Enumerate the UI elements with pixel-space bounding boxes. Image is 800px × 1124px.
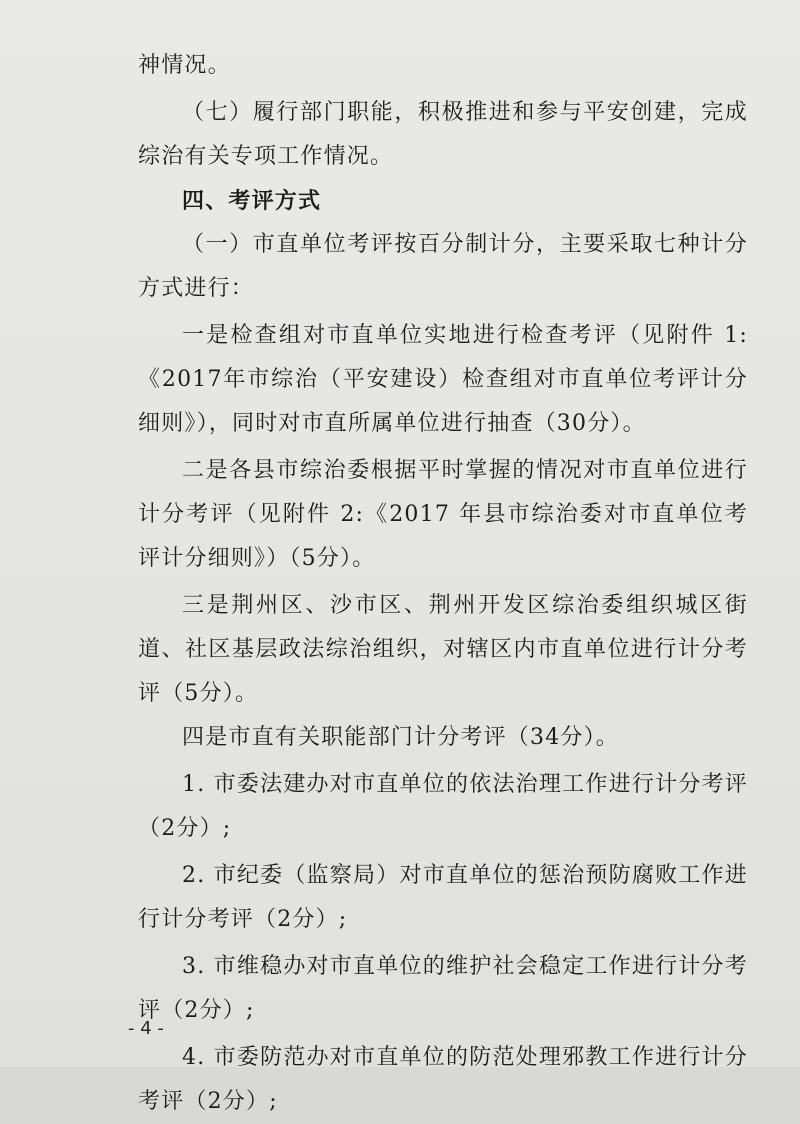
paragraph-method-three: 三是荆州区、沙市区、荆州开发区综治委组织城区街道、社区基层政法综治组织，对辖区内市直单位进行计分考评（5分）。 bbox=[138, 593, 748, 706]
list-item-3: 3. 市维稳办对市直单位的维护社会稳定工作进行计分考评（2分）; bbox=[138, 954, 748, 1023]
paragraph-item-seven: （七）履行部门职能，积极推进和参与平安创建，完成综治有关专项工作情况。 bbox=[138, 100, 748, 169]
document-body bbox=[138, 44, 748, 1124]
list-item-2: 2. 市纪委（监察局）对市直单位的惩治预防腐败工作进行计分考评（2分）; bbox=[138, 863, 748, 932]
paragraph-sub-one: （一）市直单位考评按百分制计分，主要采取七种计分方式进行： bbox=[138, 232, 748, 301]
list-item-1: 1. 市委法建办对市直单位的依法治理工作进行计分考评（2分）; bbox=[138, 772, 748, 841]
paragraph-continuation: 神情况。 bbox=[138, 53, 231, 78]
section-heading: 四、考评方式 bbox=[182, 188, 322, 214]
page-number: - 4 - bbox=[128, 1018, 164, 1039]
paragraph-method-one: 一是检查组对市直单位实地进行检查考评（见附件 1:《2017年市综治（平安建设）检查组对市直单位考评计分细则》），同时对市直所属单位进行抽查（30分）。 bbox=[138, 323, 748, 436]
paragraph-method-four: 四是市直有关职能部门计分考评（34分）。 bbox=[182, 725, 619, 750]
list-item-4: 4. 市委防范办对市直单位的防范处理邪教工作进行计分考评（2分）; bbox=[138, 1045, 748, 1114]
paragraph-method-two: 二是各县市综治委根据平时掌握的情况对市直单位进行计分考评（见附件 2:《2017 年县市综治委对市直单位考评计分细则》）（5分）。 bbox=[138, 458, 748, 571]
